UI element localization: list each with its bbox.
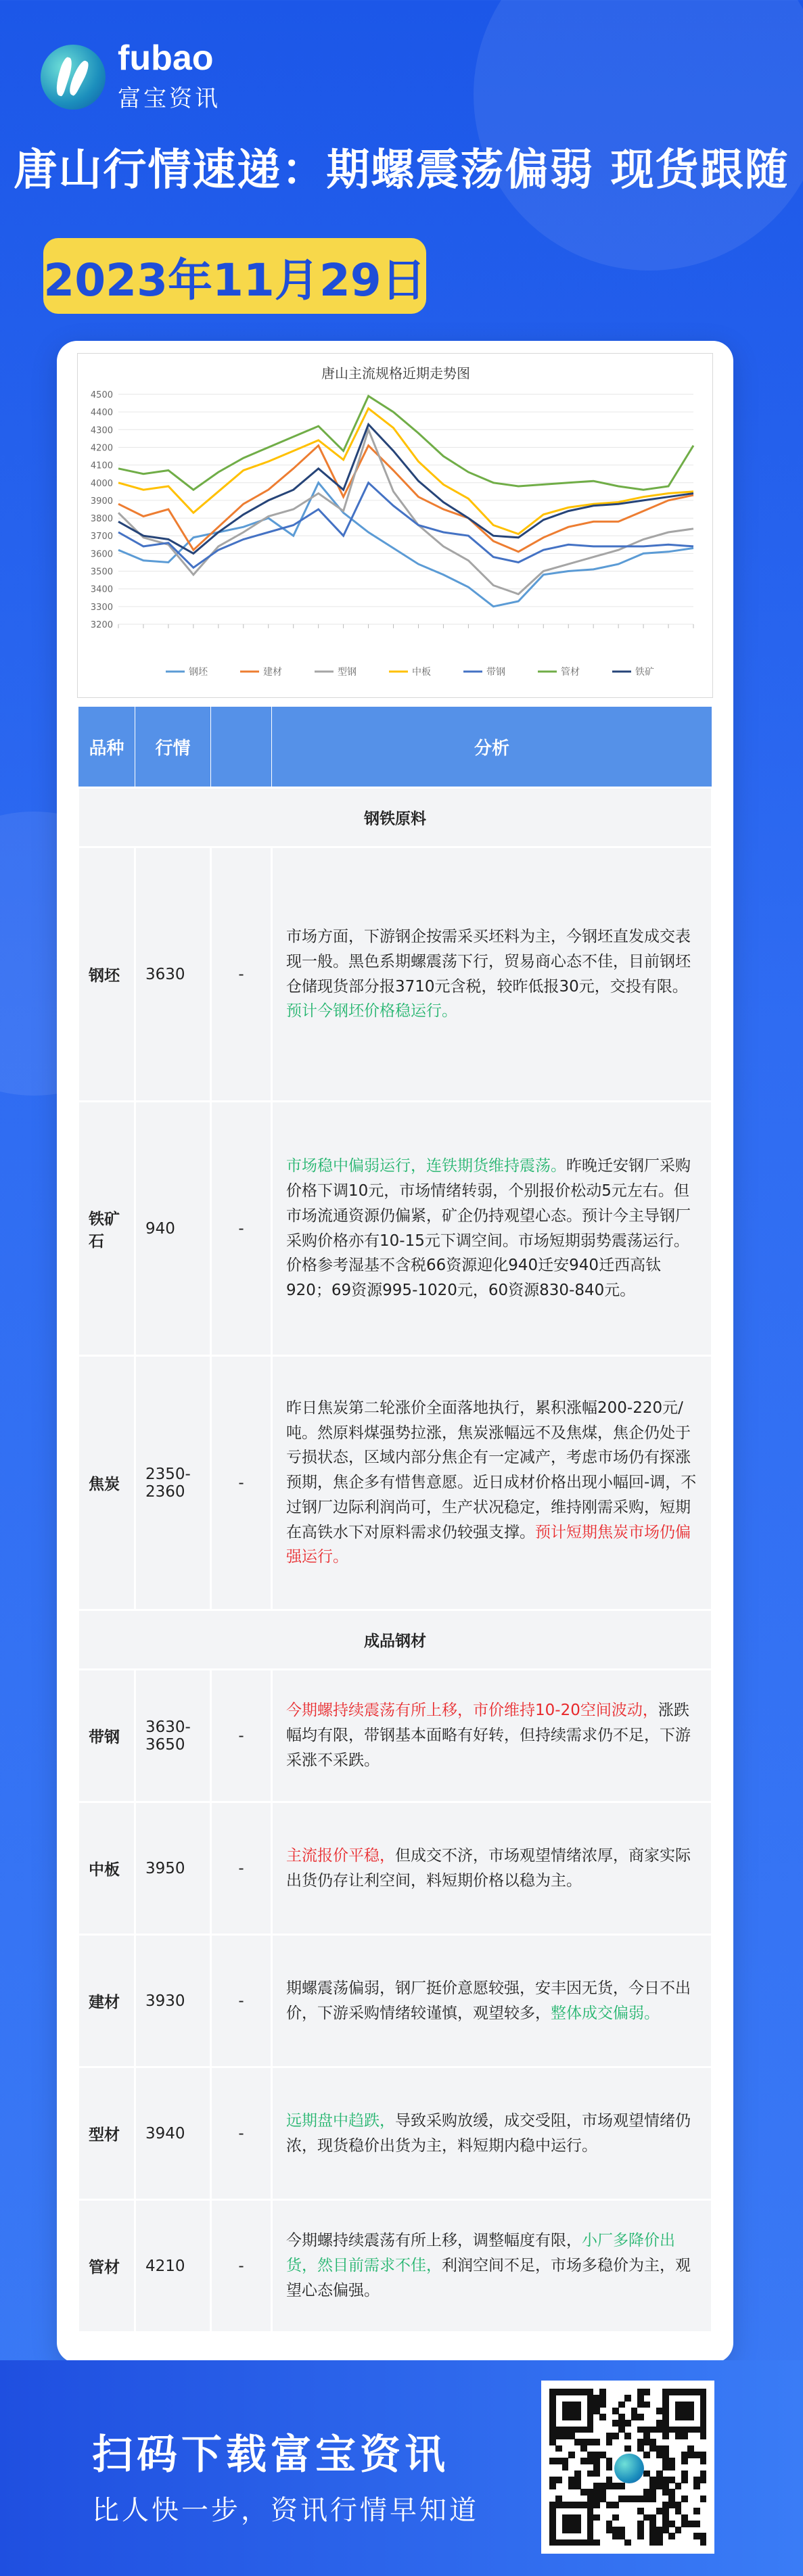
variety-name: 中板 (78, 1802, 135, 1935)
trend-chart (77, 353, 713, 698)
y-tick-label: 3200 (90, 620, 113, 630)
fubao-logo-icon (41, 45, 106, 110)
change-value: - (211, 2200, 272, 2333)
market-table (77, 706, 713, 2333)
y-tick-label: 4100 (90, 461, 113, 471)
trend-chart-svg (78, 354, 714, 699)
y-tick-label: 4000 (90, 478, 113, 489)
change-value: - (211, 1356, 272, 1610)
table-row (78, 1102, 712, 1356)
price-value: 940 (135, 1102, 211, 1356)
price-value: 2350-2360 (135, 1356, 211, 1610)
brand-logo (41, 41, 221, 113)
analysis-text (272, 847, 712, 1102)
price-value: 3950 (135, 1802, 211, 1935)
header-variety: 品种 (78, 707, 135, 788)
price-value: 3940 (135, 2067, 211, 2200)
analysis-text (272, 1102, 712, 1356)
series-line (118, 396, 693, 490)
y-tick-label: 4300 (90, 425, 113, 436)
analysis-segment: 涨跌幅均有限，带钢基本面略有好转，但持续需求仍不足，下游采涨不采跌。 (286, 1702, 691, 1769)
variety-name: 焦炭 (78, 1356, 135, 1610)
brand-name-zh: 富宝资讯 (118, 85, 221, 112)
y-tick-label: 3400 (90, 584, 113, 595)
variety-name: 管材 (78, 2200, 135, 2333)
price-value: 3630-3650 (135, 1670, 211, 1802)
legend-label: 铁矿 (635, 667, 654, 678)
analysis-segment: 期螺震荡偏弱，钢厂挺价意愿较强，安丰因无货，今日不出价，下游采购情绪较谨慎，观望较多， (286, 1979, 691, 2022)
analysis-text (272, 1670, 712, 1802)
y-tick-label: 4200 (90, 443, 113, 454)
page-title: 唐山行情速递：期螺震荡偏弱 现货跟随 (14, 145, 789, 195)
table-row (78, 1935, 712, 2067)
legend-label: 钢坯 (189, 667, 208, 678)
header-change (211, 707, 272, 788)
legend-label: 中板 (412, 667, 431, 678)
footer-banner (0, 2360, 803, 2576)
analysis-segment: 导致采购放缓，成交受阻，市场观望情绪仍浓，现货稳价出货为主，料短期内稳中运行。 (286, 2111, 691, 2155)
change-value: - (211, 1802, 272, 1935)
table-row (78, 2067, 712, 2200)
analysis-text (272, 1802, 712, 1935)
analysis-segment: 小厂多降价出货，然目前需求不佳， (286, 2232, 675, 2275)
header-quote: 行情 (135, 707, 211, 788)
analysis-text (272, 2200, 712, 2333)
qr-logo-icon (614, 2454, 644, 2483)
table-row (78, 1356, 712, 1610)
series-line (118, 483, 693, 568)
analysis-text (272, 1356, 712, 1610)
change-value: - (211, 1102, 272, 1356)
slogan: 比人快一步，资讯行情早知道 (92, 2495, 479, 2526)
section-title: 钢铁原料 (78, 788, 712, 847)
change-value: - (211, 847, 272, 1102)
analysis-text (272, 2067, 712, 2200)
variety-name: 建材 (78, 1935, 135, 2067)
price-value: 4210 (135, 2200, 211, 2333)
y-tick-label: 3800 (90, 514, 113, 525)
content-card (57, 341, 733, 2363)
variety-name: 钢坯 (78, 847, 135, 1102)
analysis-segment: 昨日焦炭第二轮涨价全面落地执行，累积涨幅200-220元/吨。然原料煤强势拉涨，焦炭涨幅远不及焦煤，焦企仍处于亏损状态，区域内部分焦企有一定减产，考虑市场仍有探涨预期，焦企多有惜售意愿。近日成材价格出现小幅回-调，不过钢厂边际利润尚可，生产状况稳定，维持刚需采购，短期在高铁水下对原料需求仍较强支撑。 (286, 1399, 697, 1541)
analysis-segment: 整体成交偏弱。 (551, 2004, 660, 2022)
change-value: - (211, 1670, 272, 1802)
legend-label: 管材 (561, 667, 580, 678)
table-row (78, 2200, 712, 2333)
series-line (118, 429, 693, 594)
change-value: - (211, 2067, 272, 2200)
date-badge: 2023年11月29日 (43, 238, 426, 314)
y-tick-label: 3500 (90, 567, 113, 578)
variety-name: 带钢 (78, 1670, 135, 1802)
analysis-segment: 市场方面，下游钢企按需采买坯料为主，今钢坯直发成交表现一般。黑色系期螺震荡下行，贸易商心态不佳，目前钢坯仓储现货部分报3710元含税，较昨低报30元，交投有限。 (286, 927, 691, 996)
legend-label: 型钢 (338, 667, 357, 678)
analysis-segment: 利润空间不足，市场多稳价为主，观望心态偏强。 (286, 2257, 691, 2299)
change-value: - (211, 1935, 272, 2067)
analysis-segment: 但成交不济，市场观望情绪浓厚，商家实际出货仍存让利空间，料短期价格以稳为主。 (286, 1846, 691, 1890)
variety-name: 铁矿石 (78, 1102, 135, 1356)
y-tick-label: 4400 (90, 408, 113, 419)
chart-title: 唐山主流规格近期走势图 (321, 365, 470, 381)
analysis-segment: 预计今钢坯价格稳运行。 (286, 1002, 457, 1021)
section-title: 成品钢材 (78, 1610, 712, 1670)
header-analysis: 分析 (272, 707, 712, 788)
y-tick-label: 4500 (90, 390, 113, 400)
y-tick-label: 3600 (90, 549, 113, 560)
qr-code[interactable] (541, 2381, 714, 2554)
y-tick-label: 3900 (90, 496, 113, 507)
table-row (78, 1670, 712, 1802)
table-row (78, 847, 712, 1102)
analysis-segment: 市场稳中偏弱运行，连铁期货维持震荡。 (286, 1157, 566, 1175)
analysis-segment: 今期螺持续震荡有所上移，调整幅度有限， (286, 2232, 582, 2250)
analysis-segment: 主流报价平稳， (286, 1846, 395, 1865)
analysis-segment: 预计短期焦炭市场仍偏强运行。 (286, 1523, 691, 1566)
variety-name: 型材 (78, 2067, 135, 2200)
analysis-segment: 远期盘中趋跌， (286, 2111, 395, 2130)
y-tick-label: 3300 (90, 602, 113, 613)
brand-name-en: fubao (118, 39, 214, 78)
analysis-text (272, 1935, 712, 2067)
table-row (78, 1802, 712, 1935)
y-tick-label: 3700 (90, 532, 113, 542)
download-cta: 扫码下载富宝资讯 (92, 2431, 449, 2479)
legend-label: 带钢 (486, 667, 505, 678)
analysis-segment: 今期螺持续震荡有所上移，市价维持10-20空间波动， (286, 1702, 658, 1720)
price-value: 3630 (135, 847, 211, 1102)
analysis-segment: 昨晚迁安钢厂采购价格下调10元，市场情绪转弱，个别报价松动5元左右。但市场流通资源仍偏紧，矿企仍持观望心态。预计今主导钢厂采购价格亦有10-15元下调空间。市场短期弱势震荡运行。价格参考湿基不含税66资源迎化940迁安940迁西高钛920；69资源995-1020元，60资源830-840元。 (286, 1157, 691, 1300)
price-value: 3930 (135, 1935, 211, 2067)
legend-label: 建材 (263, 667, 282, 678)
